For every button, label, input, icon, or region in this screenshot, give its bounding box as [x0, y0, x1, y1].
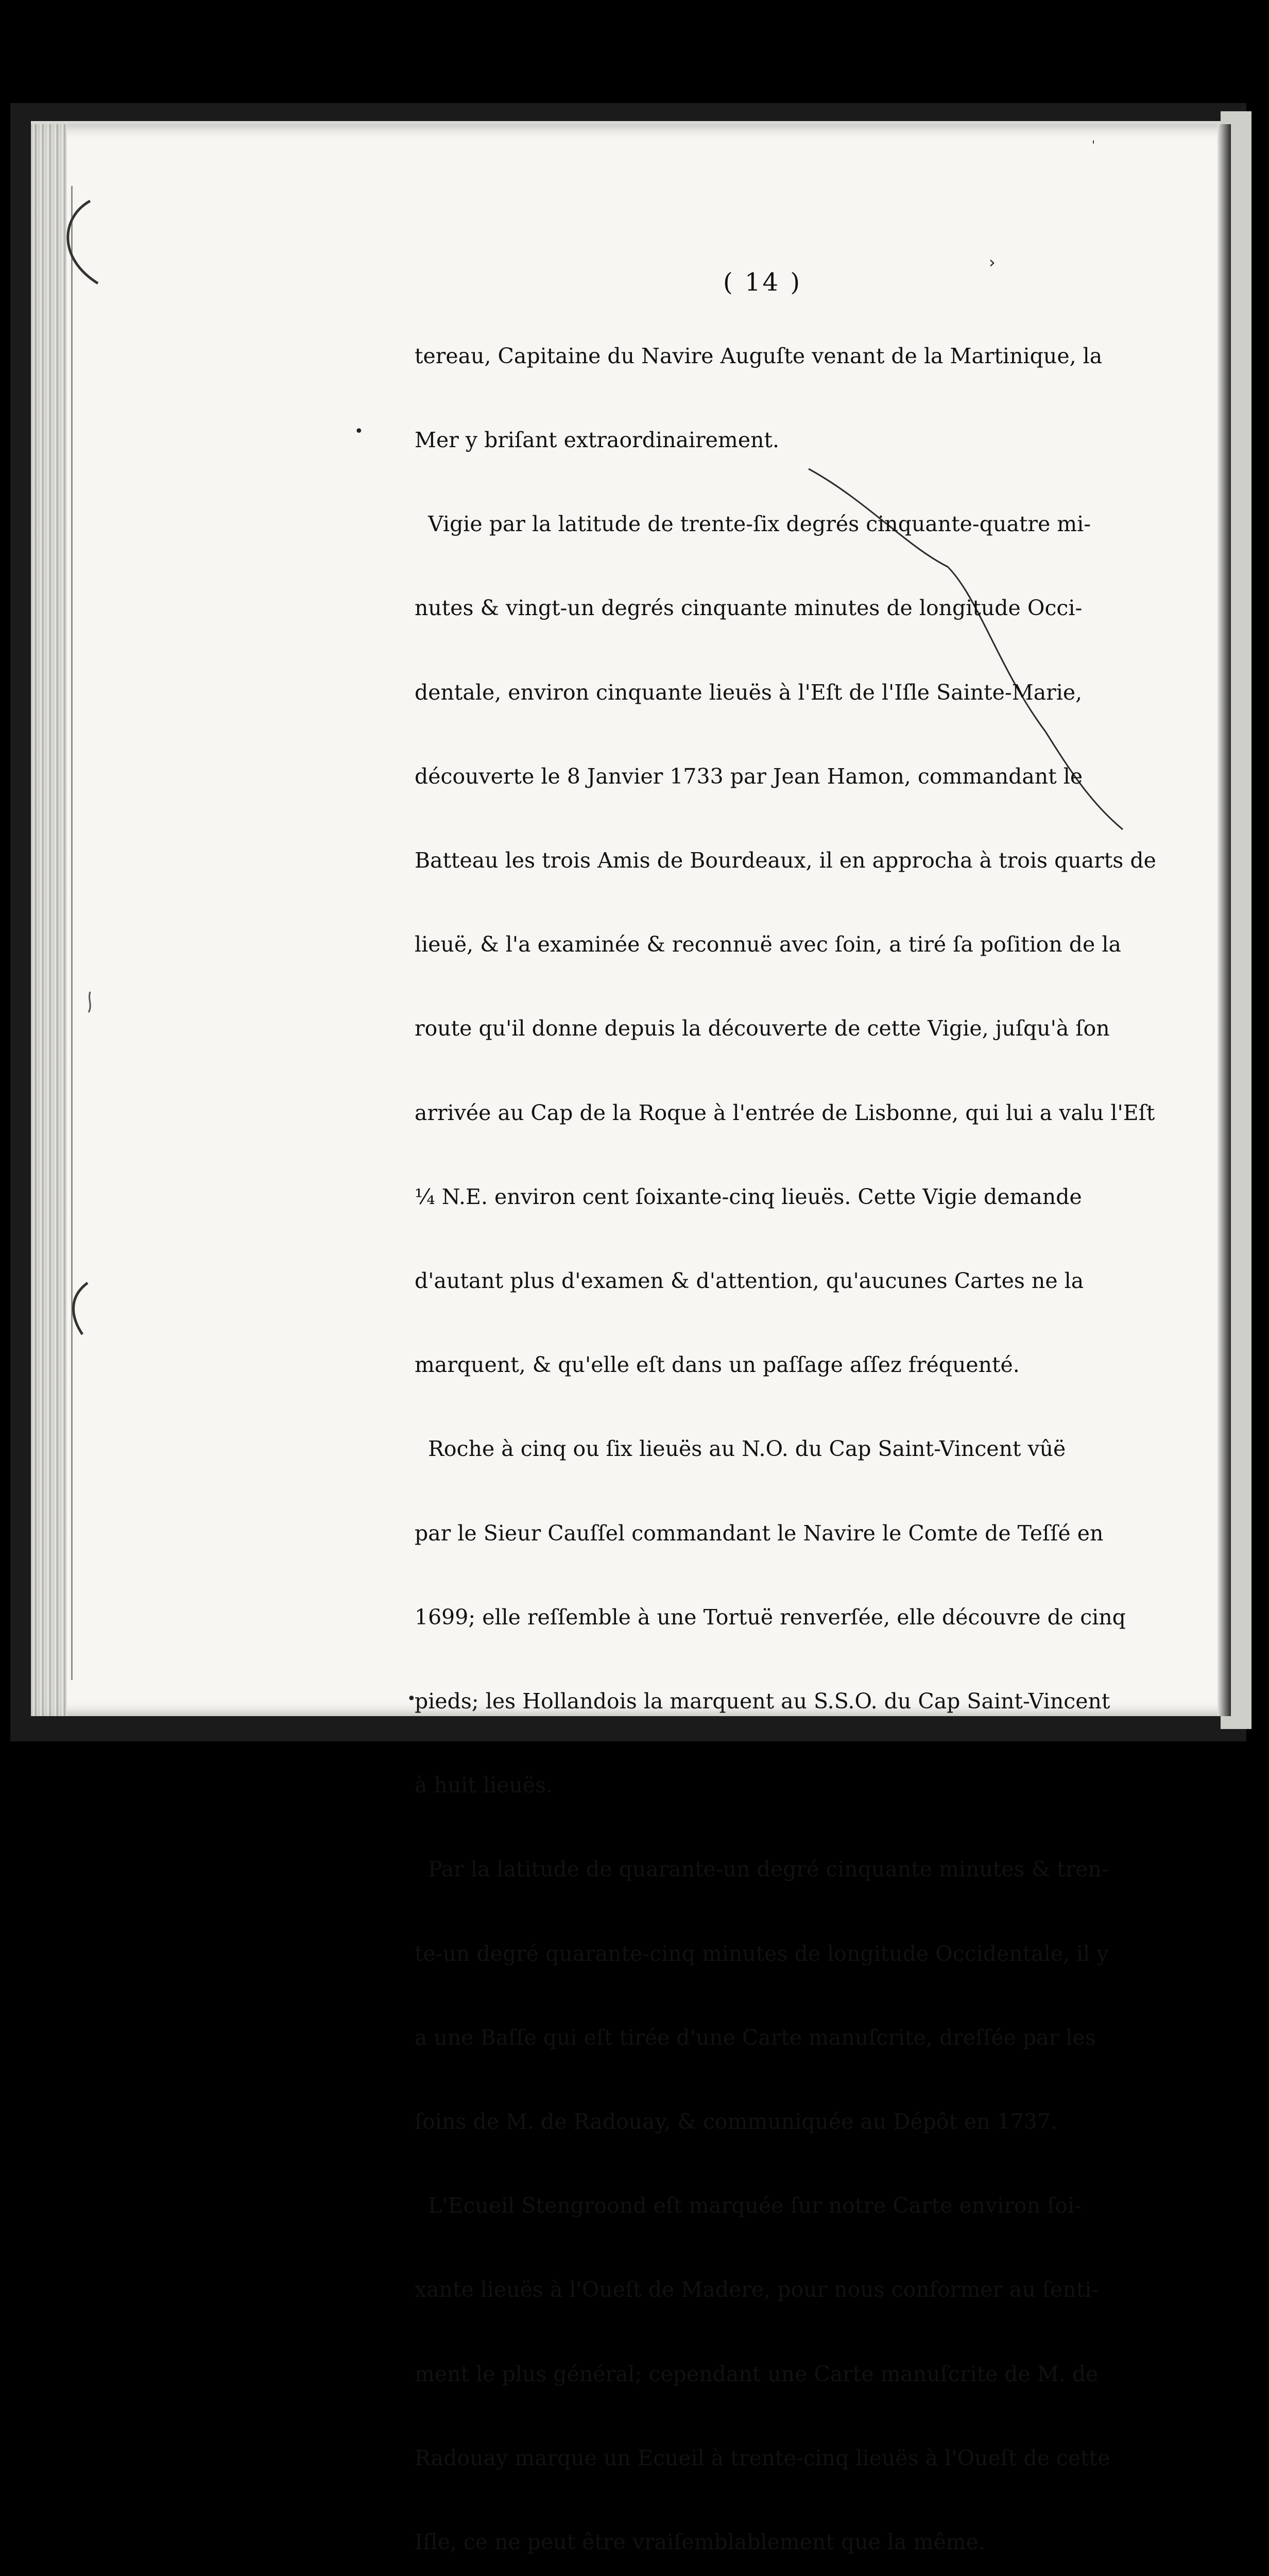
text-line: a une Baſſe qui eſt tirée d'une Carte manuſcrite, dreſſée par les: [415, 2025, 1096, 2050]
text-line: à huit lieuës.: [415, 1773, 553, 1798]
body-text: [415, 286, 1156, 2576]
text-line: Vigie par la latitude de trente-ſix degrés cinquante-quatre mi-: [415, 512, 1091, 537]
ink-speck: ': [1092, 139, 1095, 152]
text-line: Radouay marque un Ecueil à trente-cinq lieuës à l'Oueſt de cette: [415, 2445, 1110, 2470]
ink-speck: •: [354, 422, 364, 440]
text-line: tereau, Capitaine du Navire Auguſte venant de la Martinique, la: [415, 343, 1103, 368]
text-line: nutes & vingt-un degrés cinquante minutes de longitude Occi-: [415, 596, 1083, 621]
text-line: par le Sieur Cauſſel commandant le Navire le Comte de Teſſé en: [415, 1520, 1104, 1546]
text-line: xante lieuës à l'Oueſt de Madere, pour nous conformer au ſenti-: [415, 2277, 1099, 2302]
text-line: Iſle, ce ne peut être vraiſemblablement que la même.: [415, 2530, 985, 2555]
text-line: Mer y briſant extraordinairement.: [415, 428, 779, 453]
right-edge-shadow: [1217, 124, 1231, 1716]
text-line: ¼ N.E. environ cent ſoixante-cinq lieuës. Cette Vigie demande: [415, 1184, 1082, 1209]
margin-mark-small: [82, 989, 98, 1015]
text-line: L'Ecueil Stengroond eſt marquée ſur notre Carte environ ſoi-: [415, 2193, 1082, 2218]
binding-shadow: [31, 124, 67, 1716]
ink-speck: ›: [989, 252, 996, 272]
text-line: Batteau les trois Amis de Bourdeaux, il en approcha à trois quarts de: [415, 848, 1156, 873]
text-line: Par la latitude de quarante-un degré cinquante minutes & tren-: [415, 1857, 1109, 1882]
page-number: ( 14 ): [723, 268, 802, 297]
text-line: d'autant plus d'examen & d'attention, qu'aucunes Cartes ne la: [415, 1268, 1084, 1294]
text-line: ment le plus général; cependant une Carte manuſcrite de M. de: [415, 2361, 1099, 2386]
text-line: dentale, environ cinquante lieuës à l'Eſt de l'Iſle Sainte-Marie,: [415, 680, 1083, 705]
text-line: Roche à cinq ou ſix lieuës au N.O. du Cap Saint-Vincent vûë: [415, 1436, 1066, 1462]
text-line: lieuë, & l'a examinée & reconnuë avec ſoin, a tiré ſa poſition de la: [415, 932, 1121, 957]
text-line: découverte le 8 Janvier 1733 par Jean Hamon, commandant le: [415, 764, 1083, 789]
text-line: route qu'il donne depuis la découverte de cette Vigie, juſqu'à ſon: [415, 1016, 1110, 1041]
text-line: te-un degré quarante-cinq minutes de longitude Occidentale, il y: [415, 1941, 1109, 1966]
text-line: marquent, & qu'elle eſt dans un paſſage aſſez fréquenté.: [415, 1352, 1020, 1378]
margin-bracket-bottom-left: [52, 1278, 103, 1340]
text-line: ſoins de M. de Radouay, & communiquée au Dépôt en 1737.: [415, 2109, 1057, 2134]
binding-fold-line: [71, 186, 73, 1680]
text-line: arrivée au Cap de la Roque à l'entrée de Lisbonne, qui lui a valu l'Eſt: [415, 1100, 1155, 1125]
text-line: 1699; elle reſſemble à une Tortuë renverſée, elle découvre de cinq: [415, 1604, 1126, 1630]
ink-speck: •: [407, 1690, 416, 1708]
margin-bracket-top-left: [41, 196, 113, 289]
text-line: pieds; les Hollandois la marquent au S.S.O. du Cap Saint-Vincent: [415, 1689, 1110, 1714]
